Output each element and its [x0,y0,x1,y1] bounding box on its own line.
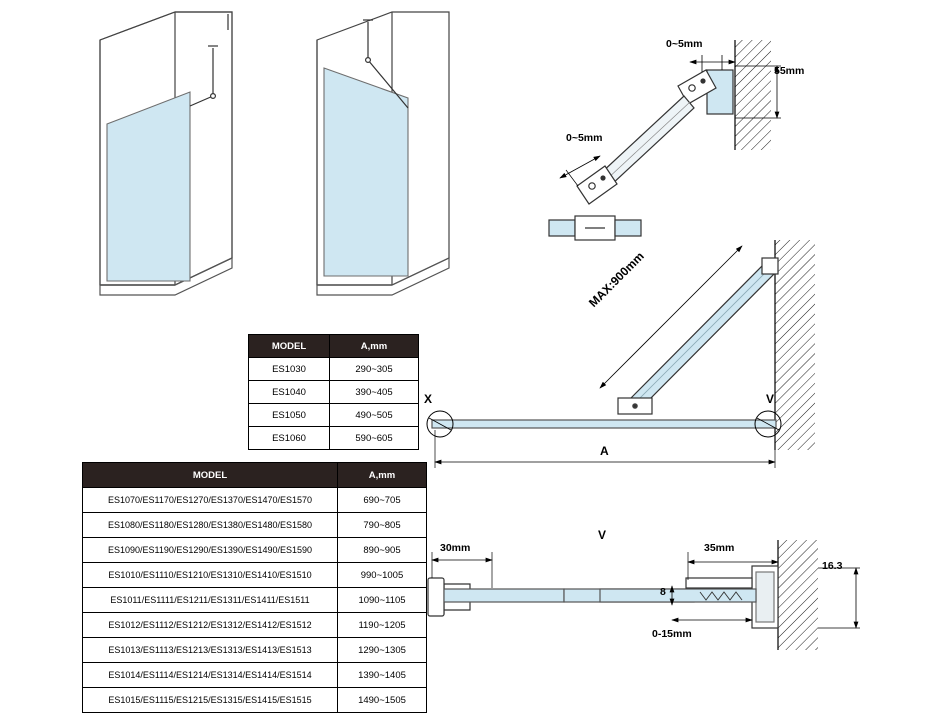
cell-model: ES1040 [249,381,330,404]
cell-model: ES1030 [249,358,330,381]
cell-model: ES1013/ES1113/ES1213/ES1313/ES1413/ES1513 [83,638,338,663]
table-row [83,588,427,613]
table-row [83,638,427,663]
table-row [83,513,427,538]
cell-a: 1490~1505 [338,688,427,713]
cell-a: 1390~1405 [338,663,427,688]
model-table-large [82,462,427,713]
label-adjust-range: 0-15mm [652,628,692,640]
col-a: A,mm [330,335,419,358]
table-header-row [83,463,427,488]
table-header-row [249,335,419,358]
cell-model: ES1011/ES1111/ES1211/ES1311/ES1411/ES1511 [83,588,338,613]
iso-view-left [100,12,232,295]
cell-model: ES1014/ES1114/ES1214/ES1314/ES1414/ES1514 [83,663,338,688]
cell-a: 790~805 [338,513,427,538]
label-dim-x: X [424,392,433,406]
table-row [83,688,427,713]
table-row [83,663,427,688]
model-table-small [248,334,419,450]
cell-model: ES1080/ES1180/ES1280/ES1380/ES1480/ES1580 [83,513,338,538]
table-row [83,538,427,563]
table-row [249,404,419,427]
cell-a: 290~305 [330,358,419,381]
col-model: MODEL [83,463,338,488]
table-row [249,381,419,404]
cell-a: 490~505 [330,404,419,427]
table-row [83,613,427,638]
label-detail-v: V [598,528,607,542]
iso-view-right [317,12,449,295]
cell-a: 990~1005 [338,563,427,588]
cell-a: 1090~1105 [338,588,427,613]
detail-x [418,552,694,616]
col-a: A,mm [338,463,427,488]
table-row [83,488,427,513]
label-glass-8: 8 [660,586,666,598]
label-dim-a: A [600,444,609,458]
label-bracket-gap-lower: 0~5mm [566,132,603,144]
label-bar-max: MAX:900mm [586,249,647,310]
label-wall-163: 16.3 [822,560,843,572]
cell-model: ES1090/ES1190/ES1290/ES1390/ES1490/ES1590 [83,538,338,563]
cell-a: 1290~1305 [338,638,427,663]
label-dim-v: V [766,392,775,406]
table-row [83,563,427,588]
cell-model: ES1060 [249,427,330,450]
label-bracket-gap-top: 0~5mm [666,38,703,50]
cell-a: 890~905 [338,538,427,563]
cell-a: 690~705 [338,488,427,513]
label-profile-30: 30mm [440,542,471,554]
table-row [249,427,419,450]
cell-model: ES1015/ES1115/ES1215/ES1315/ES1415/ES1515 [83,688,338,713]
detail-v [600,540,860,650]
cell-model: ES1012/ES1112/ES1212/ES1312/ES1412/ES1512 [83,613,338,638]
cell-a: 590~605 [330,427,419,450]
label-bracket-height: 55mm [774,65,805,77]
cell-model: ES1050 [249,404,330,427]
table-row [249,358,419,381]
cell-model: ES1010/ES1110/ES1210/ES1310/ES1410/ES1510 [83,563,338,588]
cell-a: 390~405 [330,381,419,404]
cell-a: 1190~1205 [338,613,427,638]
label-wall-35: 35mm [704,542,735,554]
col-model: MODEL [249,335,330,358]
cell-model: ES1070/ES1170/ES1270/ES1370/ES1470/ES1570 [83,488,338,513]
